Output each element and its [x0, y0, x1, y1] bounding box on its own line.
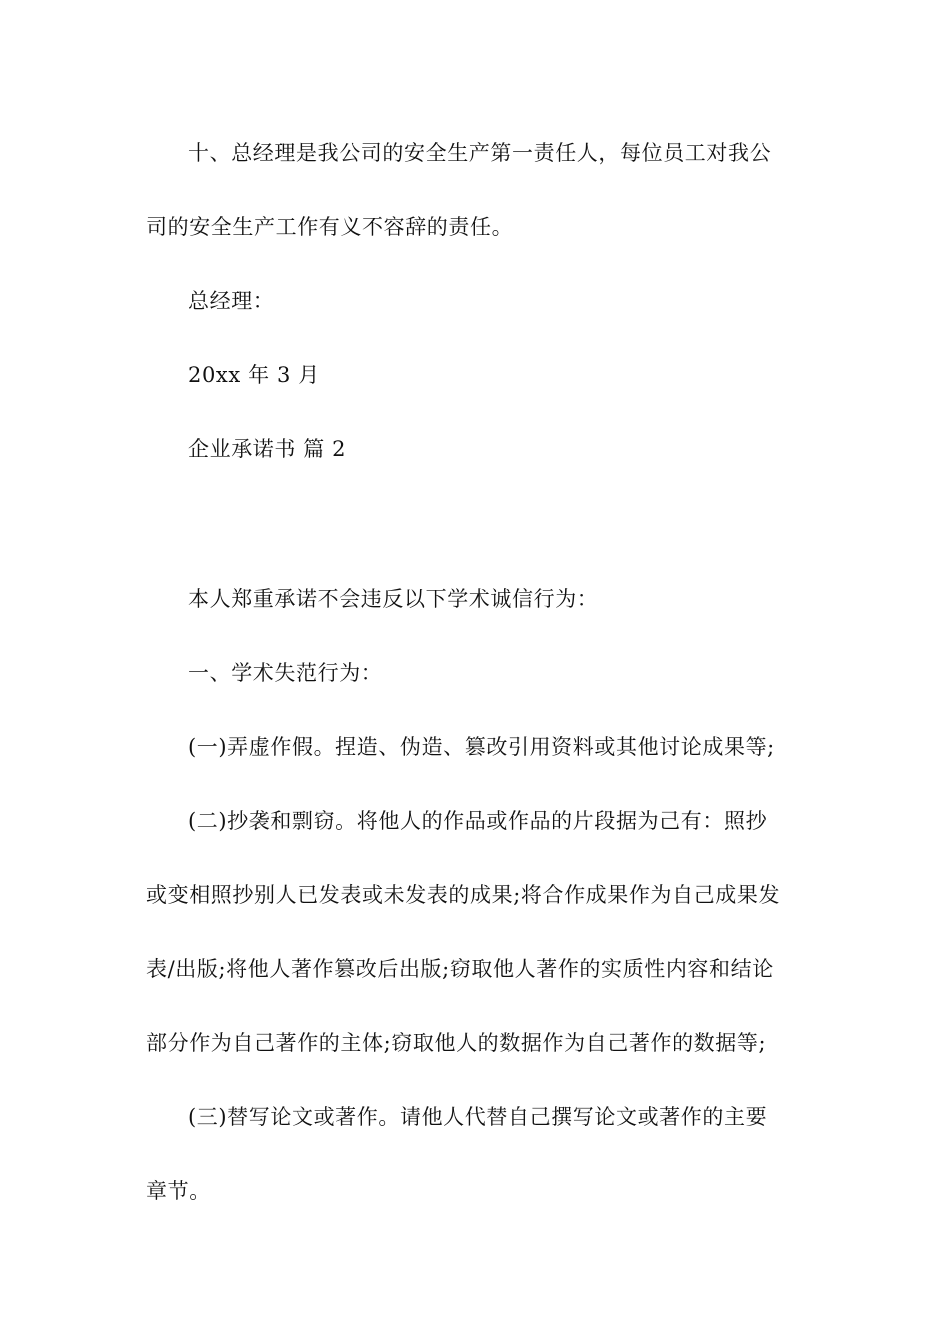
paragraph-line: 章节。 — [146, 1179, 211, 1203]
paragraph-line: (三)替写论文或著作。请他人代替自己撰写论文或著作的主要 — [188, 1105, 768, 1129]
date-line: 20xx 年 3 月 — [188, 363, 320, 387]
paragraph-line: 一、学术失范行为： — [188, 661, 383, 685]
paragraph-line: (一)弄虚作假。捏造、伪造、篡改引用资料或其他讨论成果等; — [188, 735, 775, 759]
paragraph-line: (二)抄袭和剽窃。将他人的作品或作品的片段据为己有：照抄 — [188, 809, 768, 833]
paragraph-line: 部分作为自己著作的主体;窃取他人的数据作为自己著作的数据等; — [146, 1031, 767, 1055]
paragraph-line: 十、总经理是我公司的安全生产第一责任人，每位员工对我公 — [188, 141, 772, 165]
section-heading: 企业承诺书 篇 2 — [188, 437, 347, 461]
signature-label: 总经理： — [188, 289, 275, 313]
paragraph-line: 司的安全生产工作有义不容辞的责任。 — [146, 215, 514, 239]
paragraph-line: 表/出版;将他人著作篡改后出版;窃取他人著作的实质性内容和结论 — [146, 957, 774, 981]
paragraph-line: 或变相照抄别人已发表或未发表的成果;将合作成果作为自己成果发 — [146, 883, 781, 907]
paragraph-line: 本人郑重承诺不会违反以下学术诚信行为： — [188, 587, 599, 611]
